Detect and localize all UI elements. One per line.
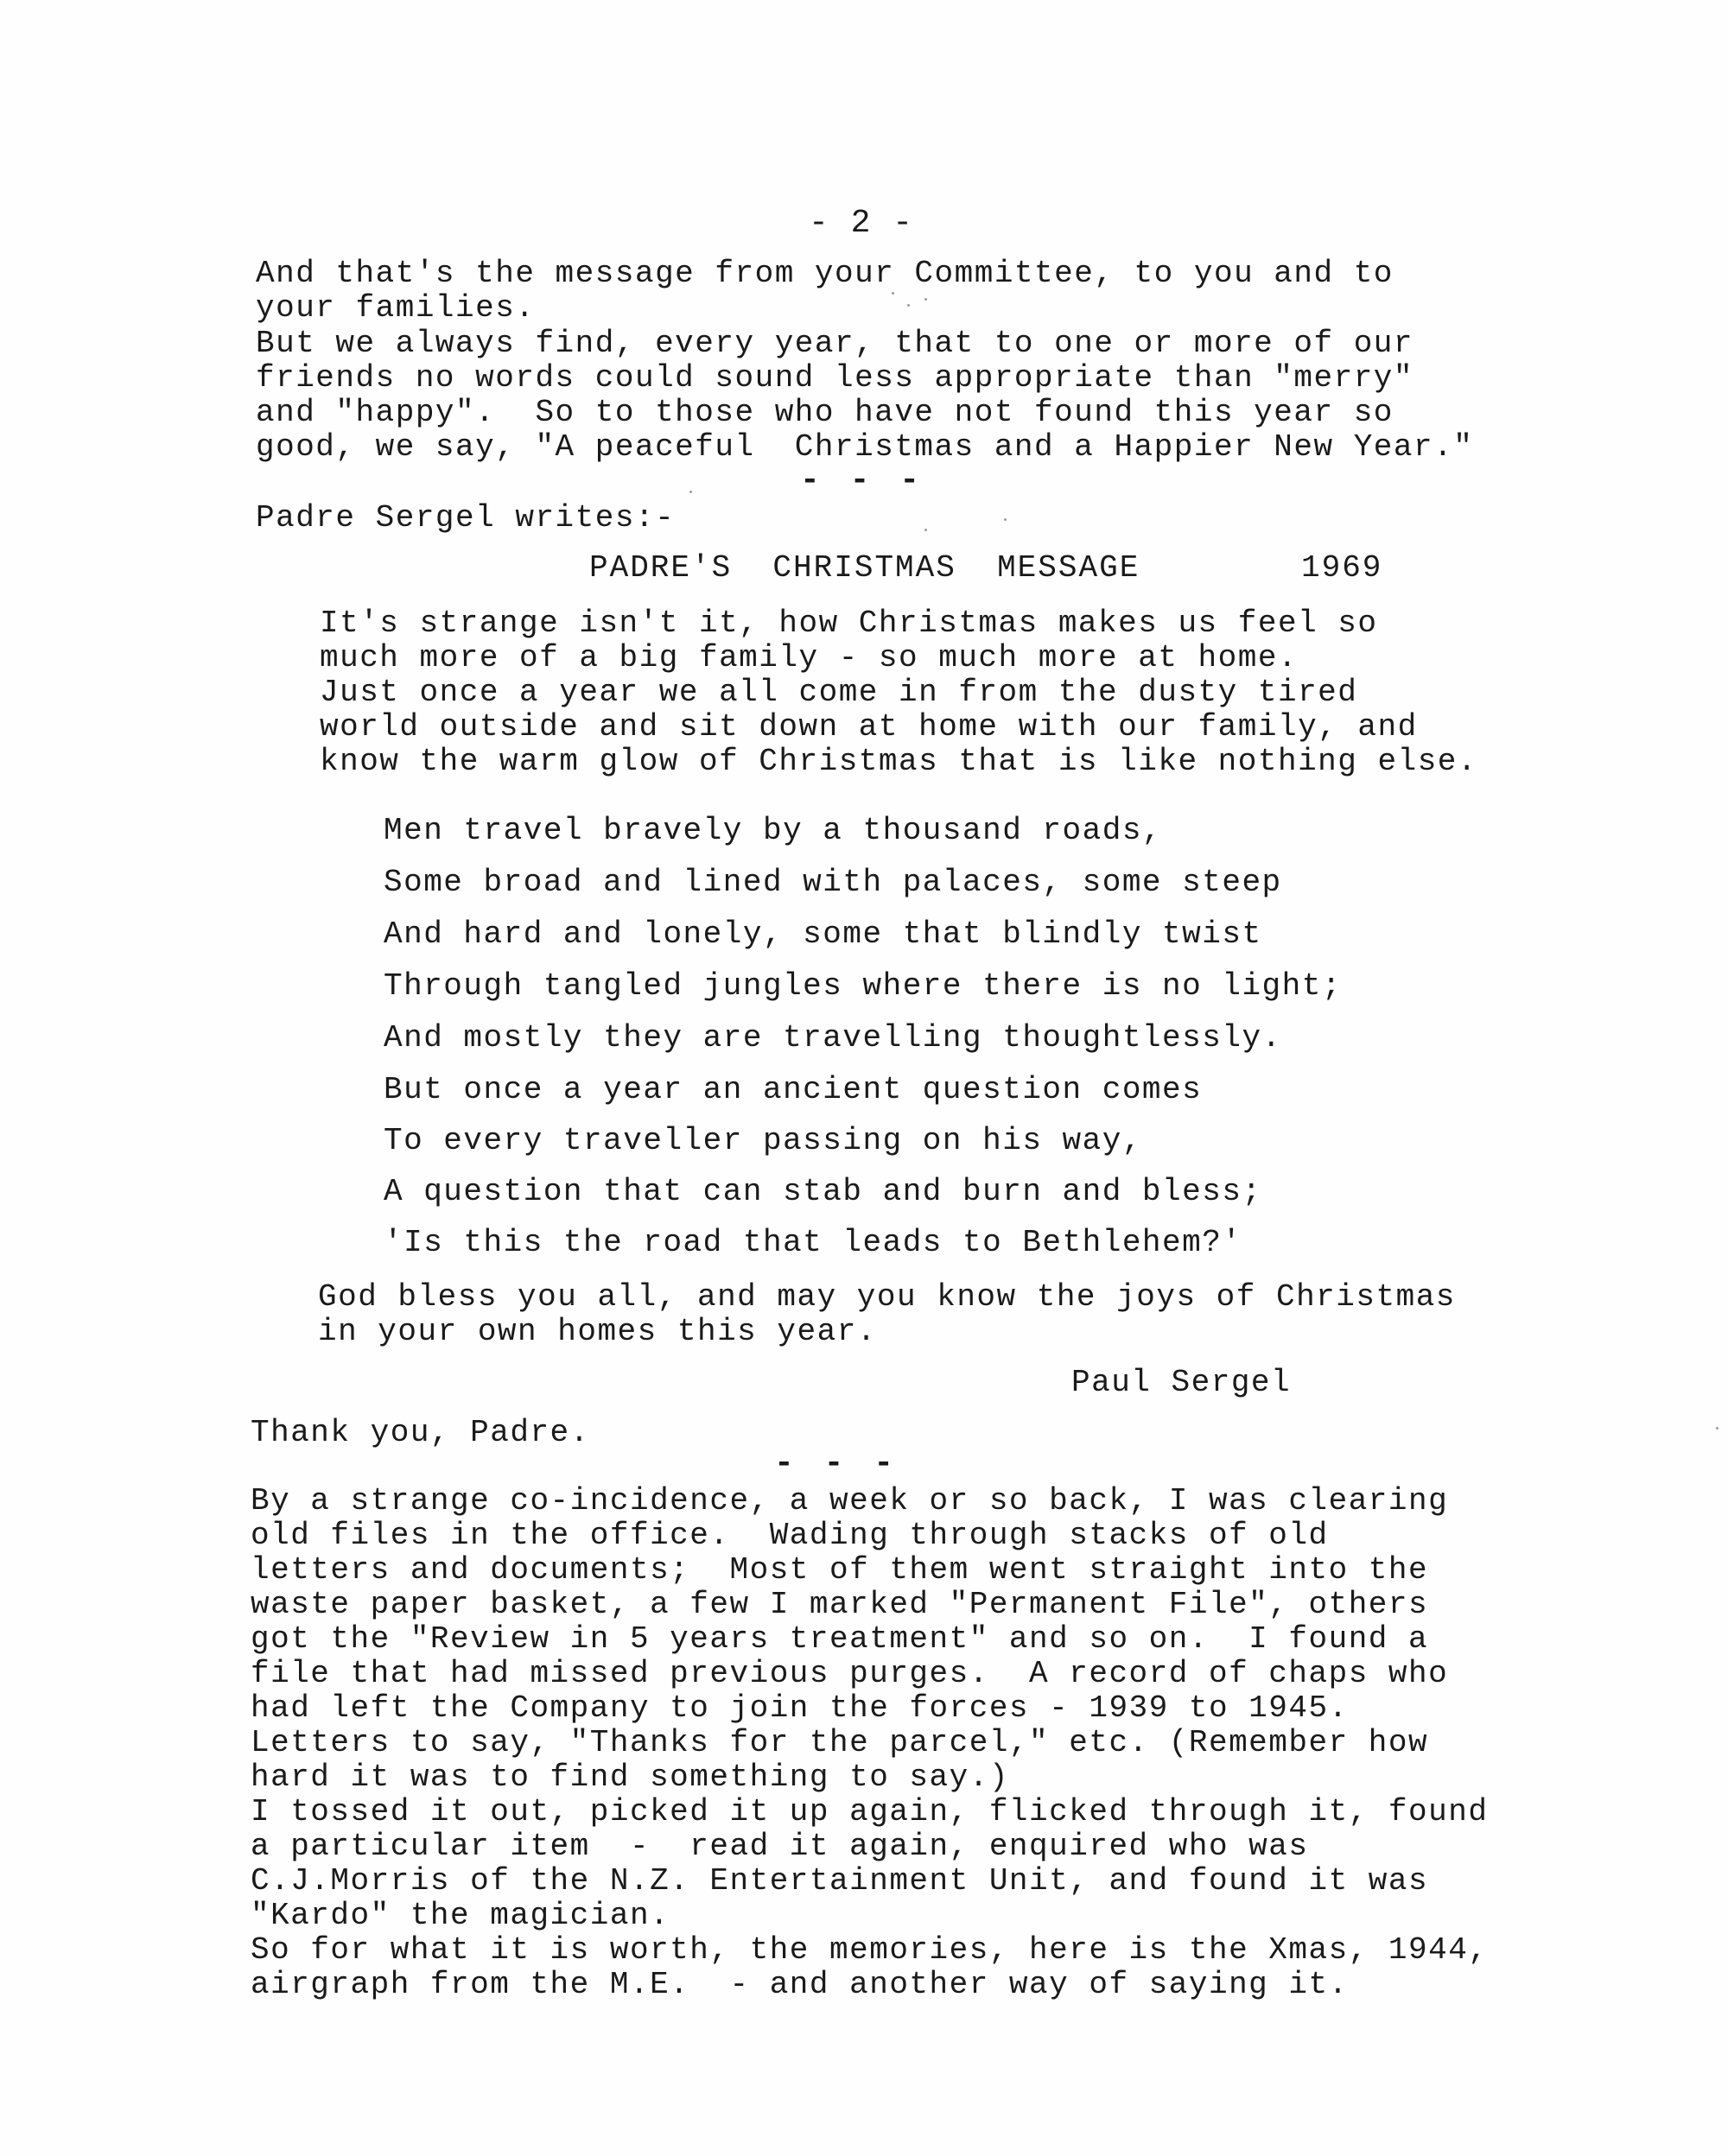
intro-line: your families. (256, 290, 536, 326)
closing-line: Letters to say, "Thanks for the parcel," etc. (Remember how (251, 1725, 1429, 1760)
message-year: 1969 (1301, 550, 1383, 586)
closing-line: letters and documents; Most of them went straight into the (251, 1552, 1429, 1588)
paper-speck (892, 292, 894, 295)
intro-line: and "happy". So to those who have not found this year so (256, 395, 1394, 430)
poem-line: To every traveller passing on his way, (384, 1123, 1142, 1158)
section-separator: - - - (774, 1445, 899, 1482)
closing-line: I tossed it out, picked it up again, flicked through it, found (251, 1794, 1489, 1829)
intro-line: But we always find, every year, that to one or more of our (256, 326, 1414, 361)
signature: Paul Sergel (1071, 1365, 1292, 1400)
poem-line: 'Is this the road that leads to Bethlehem?' (384, 1225, 1242, 1260)
paper-speck (689, 491, 692, 493)
closing-line: a particular item - read it again, enquired who was (251, 1829, 1309, 1864)
closing-line: airgraph from the M.E. - and another way of saying it. (251, 1967, 1349, 2002)
closing-line: C.J.Morris of the N.Z. Entertainment Unit, and found it was (251, 1863, 1429, 1899)
intro-line: good, we say, "A peaceful Christmas and a Happier New Year." (256, 429, 1474, 465)
poem-line: And mostly they are travelling thoughtlessly. (384, 1020, 1282, 1056)
paper-speck (924, 529, 927, 531)
poem-line: Some broad and lined with palaces, some steep (384, 865, 1282, 900)
intro-line: And that's the message from your Committee, to you and to (256, 256, 1394, 291)
section-separator: - - - (800, 462, 925, 499)
message-line: Just once a year we all come in from the dusty tired (320, 675, 1358, 710)
closing-line: By a strange co-incidence, a week or so back, I was clearing (251, 1483, 1449, 1519)
closing-line: old files in the office. Wading through stacks of old (251, 1518, 1329, 1553)
poem-line: Through tangled jungles where there is no light; (384, 968, 1342, 1004)
intro-line: friends no words could sound less appropriate than "merry" (256, 360, 1414, 396)
closing-line: file that had missed previous purges. A record of chaps who (251, 1656, 1449, 1691)
poem-line: But once a year an ancient question comes (384, 1072, 1203, 1107)
padre-intro: Padre Sergel writes:- (256, 500, 676, 536)
poem-line: A question that can stab and burn and bless; (384, 1174, 1262, 1209)
paper-speck (1004, 518, 1007, 521)
message-line: It's strange isn't it, how Christmas makes us feel so (320, 606, 1378, 641)
poem-line: Men travel bravely by a thousand roads, (384, 813, 1163, 848)
paper-speck (924, 298, 927, 301)
paper-speck (1716, 1427, 1718, 1430)
closing-line: "Kardo" the magician. (251, 1898, 670, 1933)
closing-line: So for what it is worth, the memories, here is the Xmas, 1944, (251, 1932, 1489, 1968)
paper-speck (907, 304, 910, 307)
closing-line: waste paper basket, a few I marked "Permanent File", others (251, 1587, 1429, 1622)
page-number: - 2 - (809, 205, 914, 242)
thanks-line: Thank you, Padre. (251, 1415, 590, 1450)
message-line: know the warm glow of Christmas that is like nothing else. (320, 744, 1478, 779)
poem-line: And hard and lonely, some that blindly twist (384, 916, 1262, 952)
closing-line: had left the Company to join the forces - 1939 to 1945. (251, 1690, 1349, 1726)
message-line: world outside and sit down at home with our family, and (320, 709, 1418, 745)
closing-line: hard it was to find something to say.) (251, 1760, 1009, 1795)
message-line: much more of a big family - so much more at home. (320, 640, 1299, 675)
message-title: PADRE'S CHRISTMAS MESSAGE (589, 550, 1140, 586)
blessing-line: in your own homes this year. (318, 1314, 877, 1349)
blessing-line: God bless you all, and may you know the joys of Christmas (318, 1279, 1456, 1315)
closing-line: got the "Review in 5 years treatment" and so on. I found a (251, 1621, 1429, 1657)
